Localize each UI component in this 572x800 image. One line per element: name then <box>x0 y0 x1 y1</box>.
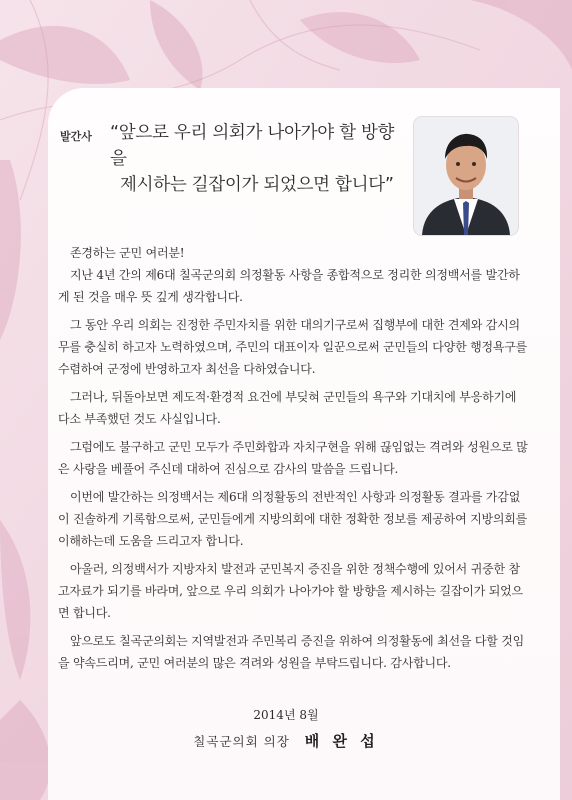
paragraph: 앞으로도 칠곡군의회는 지역발전과 주민복리 증진을 위하여 의정활동에 최선을 다할 것임을 약속드리며, 군민 여러분의 많은 격려와 성원을 부탁드립니다. 감사합니다. <box>58 634 525 670</box>
headline-line-1: “앞으로 우리 의회가 나아가야 할 방향을 <box>110 123 395 169</box>
signature-title: 칠곡군의회 의장 <box>193 734 290 749</box>
letter-body <box>58 242 528 680</box>
headline <box>110 120 410 198</box>
person-portrait-icon <box>414 117 518 235</box>
paragraph: 아울러, 의정백서가 지방자치 발전과 군민복지 증진을 위한 정책수행에 있어서 귀중한 참고자료가 되기를 바라며, 앞으로 우리 의회가 나아가야 할 방향을 제시하는 길잡이가 되었으면 합니다. <box>58 562 523 620</box>
paragraph: 그러나, 뒤돌아보면 제도적·환경적 요건에 부딪혀 군민들의 욕구와 기대치에 부응하기에 다소 부족했던 것도 사실입니다. <box>58 390 517 426</box>
paragraph: 지난 4년 간의 제6대 칠곡군의회 의정활동 사항을 종합적으로 정리한 의정백서를 발간하게 된 것을 매우 뜻 깊게 생각합니다. <box>58 268 520 304</box>
paragraph: 그럼에도 불구하고 군민 모두가 주민화합과 자치구현을 위해 끊임없는 격려와 성원으로 많은 사랑을 베풀어 주신데 대하여 진심으로 감사의 말씀을 드립니다. <box>58 440 528 476</box>
publication-date: 2014년 8월 <box>253 708 319 722</box>
signature <box>0 730 572 751</box>
paragraph: 이번에 발간하는 의정백서는 제6대 의정활동의 전반적인 사항과 의정활동 결과를 가감없이 진솔하게 기록함으로써, 군민들에게 지방의회에 대한 정확한 정보를 제공하여 지방의회를 이해하는데 도움을 드리고자 합니다. <box>58 490 528 548</box>
chairman-portrait <box>414 117 518 235</box>
section-label: 발간사 <box>60 130 92 143</box>
paragraph: 그 동안 우리 의회는 진정한 주민자치를 위한 대의기구로써 집행부에 대한 견제와 감시의무를 충실히 하고자 노력하였으며, 주민의 대표이자 일꾼으로써 군민들의 다양한 행정욕구를 수렴하여 군정에 반영하고자 최선을 다하였습니다. <box>58 318 528 376</box>
signature-name: 배 완 섭 <box>304 732 379 750</box>
greeting: 존경하는 군민 여러분! <box>70 246 185 260</box>
headline-line-2: 제시하는 길잡이가 되었으면 합니다” <box>120 175 394 195</box>
